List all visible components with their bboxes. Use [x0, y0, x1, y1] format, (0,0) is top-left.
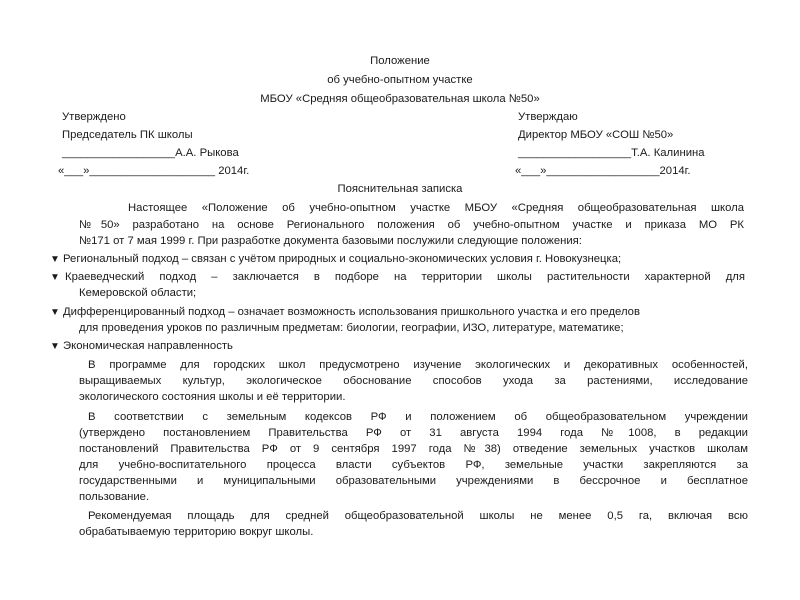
title-line-1: Положение: [370, 55, 430, 67]
list-item-text: Региональный подход – связан с учётом природных и социально-экономических условия г. Новокузнецка;: [63, 253, 622, 265]
approval-right-signature: __________________Т.А. Калинина: [518, 147, 705, 159]
title-line-3: МБОУ «Средняя общеобразовательная школа №50»: [260, 93, 540, 105]
paragraph-line: В соответствии с земельным кодексов РФ и положением об общеобразовательном учреждении: [88, 411, 748, 423]
note-heading: Пояснительная записка: [337, 183, 463, 195]
approval-right-label: Утверждаю: [518, 111, 578, 123]
intro-line-3: №171 от 7 мая 1999 г. При разработке документа базовыми послужили следующие положения:: [79, 235, 582, 247]
intro-line-1: Настоящее «Положение об учебно-опытном участке МБОУ «Средняя общеобразовательная школа: [128, 202, 744, 214]
approval-left-date: «___»____________________ 2014г.: [58, 165, 250, 177]
approval-right-position: Директор МБОУ «СОШ №50»: [518, 129, 674, 141]
bullet-triangle-icon: ▼: [50, 341, 60, 352]
paragraph-line: пользование.: [79, 491, 150, 503]
paragraph-line: для учебно-воспитательного процесса власти субъектов РФ, земельные участки закрепляются за: [79, 459, 748, 471]
paragraph-line: государственными и муниципальными образовательными учреждениями в бессрочное и бесплатное: [79, 475, 748, 487]
paragraph-line: В программе для городских школ предусмотрено изучение экологических и декоративных особенностей,: [88, 359, 748, 371]
paragraph-line: (утверждено постановлением Правительства РФ от 31 августа 1994 года №1008, в редакции: [79, 427, 748, 439]
approval-right-date: «___»__________________2014г.: [515, 165, 691, 177]
paragraph-line: экологического состояния школы и её территории.: [79, 391, 346, 403]
list-item-text: Экономическая направленность: [63, 340, 233, 352]
title-line-2: об учебно-опытном участке: [327, 74, 473, 86]
bullet-triangle-icon: ▼: [50, 272, 60, 283]
bullet-triangle-icon: ▼: [50, 254, 60, 265]
paragraph-line: Рекомендуемая площадь для средней общеобразовательной школы не менее 0,5 га, включая всю: [88, 510, 748, 522]
bullet-triangle-icon: ▼: [50, 307, 60, 318]
list-item-text: Дифференцированный подход – означает возможность использования пришкольного участка и его пределов: [63, 306, 640, 318]
approval-left-signature: __________________А.А. Рыкова: [62, 147, 239, 159]
list-item-text-cont: Кемеровской области;: [79, 287, 197, 299]
intro-line-2: №50» разработано на основе Регионального положения об учебно-опытном участке и приказа МО РК: [79, 219, 744, 231]
list-item-text: Краеведческий подход – заключается в подборе на территории школы растительности характерной для: [65, 271, 745, 283]
paragraph-line: обрабатываемую территорию вокруг школы.: [79, 526, 314, 538]
list-item-text-cont: для проведения уроков по различным предметам: биологии, географии, ИЗО, литературе, математике;: [79, 322, 624, 334]
paragraph-line: выращиваемых культур, экологическое обоснование способов ухода за растениями, исследование: [79, 375, 748, 387]
paragraph-line: постановлений Правительства РФ от 9 сентября 1997 года №38) отведение земельных участков школам: [79, 443, 748, 455]
approval-left-position: Председатель ПК школы: [62, 129, 193, 141]
approval-left-label: Утверждено: [62, 111, 126, 123]
